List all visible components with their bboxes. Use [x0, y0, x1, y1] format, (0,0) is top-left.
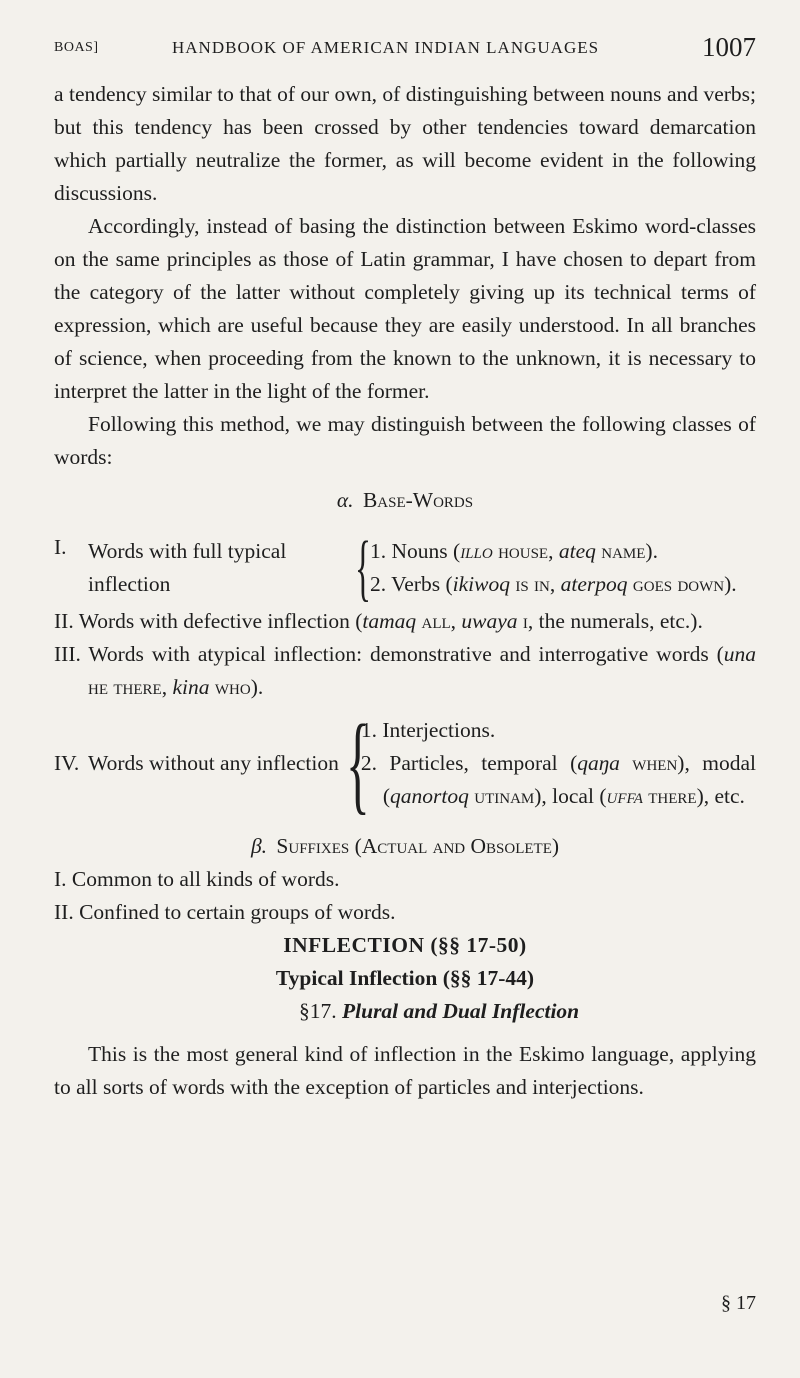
brace-icon: {	[354, 527, 371, 609]
beta-marker: β.	[250, 834, 268, 858]
page-body	[54, 78, 756, 1104]
section-heading: INFLECTION (§§ 17-50)	[283, 933, 527, 957]
class-IV-label: Words without any inflection	[88, 750, 339, 775]
base-words-title: Base-Words	[362, 488, 474, 512]
base-words-heading	[54, 484, 756, 517]
brace-icon: {	[345, 702, 370, 824]
class-I	[54, 527, 756, 609]
suffixes-title: Suffixes (Actual and Obsolete)	[276, 834, 560, 858]
class-IV-subitems	[361, 714, 756, 813]
suffixes-heading	[54, 830, 756, 863]
class-I-item-nouns: 1. Nouns (illo house, ateq name).	[370, 539, 658, 563]
subsection-heading: Typical Inflection (§§ 17-44)	[275, 966, 535, 990]
running-head	[54, 30, 756, 66]
suffix-item: I. Common to all kinds of words.	[54, 867, 340, 891]
class-III: III. Words with atypical inflection: demonstrative and interrogative words (una he there, kina who).	[54, 642, 756, 699]
class-IV-item-interjections: 1. Interjections.	[360, 717, 496, 742]
final-paragraph: This is the most general kind of inflection in the Eskimo language, applying to all sorts of words with the exception of particles and interjections.	[54, 1042, 756, 1099]
second-paragraph: Accordingly, instead of basing the distinction between Eskimo word-classes on the same principles as those of Latin grammar, I have chosen to depart from the category of the latter without completely giving up its technical terms of expression, which are useful because they are easily understood. In all branches of science, when proceeding from the known to the unknown, it is necessary to interpret the latter in the light of the former.	[54, 214, 756, 403]
suffix-item: II. Confined to certain groups of words.	[54, 900, 396, 924]
class-I-subitems	[370, 535, 756, 601]
class-IV	[54, 702, 756, 824]
paragraph-number: §17.	[299, 999, 337, 1023]
class-II: II. Words with defective inflection (tamaq all, uwaya i, the numerals, etc.).	[54, 609, 703, 633]
class-IV-number: IV.	[54, 750, 80, 775]
author-tag: BOAS]	[54, 40, 99, 55]
class-I-label: Words with full typical inflection	[88, 539, 287, 596]
page-number: 1007	[702, 32, 756, 62]
third-paragraph: Following this method, we may distinguish between the following classes of words:	[54, 412, 756, 469]
alpha-marker: α.	[336, 488, 354, 512]
intro-paragraph: a tendency similar to that of our own, of distinguishing between nouns and verbs; but this tendency has been crossed by other tendencies toward demarcation which partially neutralize the former, as will become evident in the following discussions.	[54, 82, 756, 205]
section-footer-mark: § 17	[721, 1292, 756, 1314]
class-I-item-verbs: 2. Verbs (ikiwoq is in, aterpoq goes down).	[370, 572, 737, 596]
class-IV-item-particles: 2. Particles, temporal (qaŋa when), modal (qanortoq utinam), local (uffa there), etc.	[360, 750, 756, 808]
paragraph-title: Plural and Dual Inflection	[342, 999, 580, 1023]
paragraph-heading	[54, 995, 756, 1028]
class-I-number: I.	[54, 535, 67, 559]
book-title: HANDBOOK OF AMERICAN INDIAN LANGUAGES	[172, 38, 600, 57]
